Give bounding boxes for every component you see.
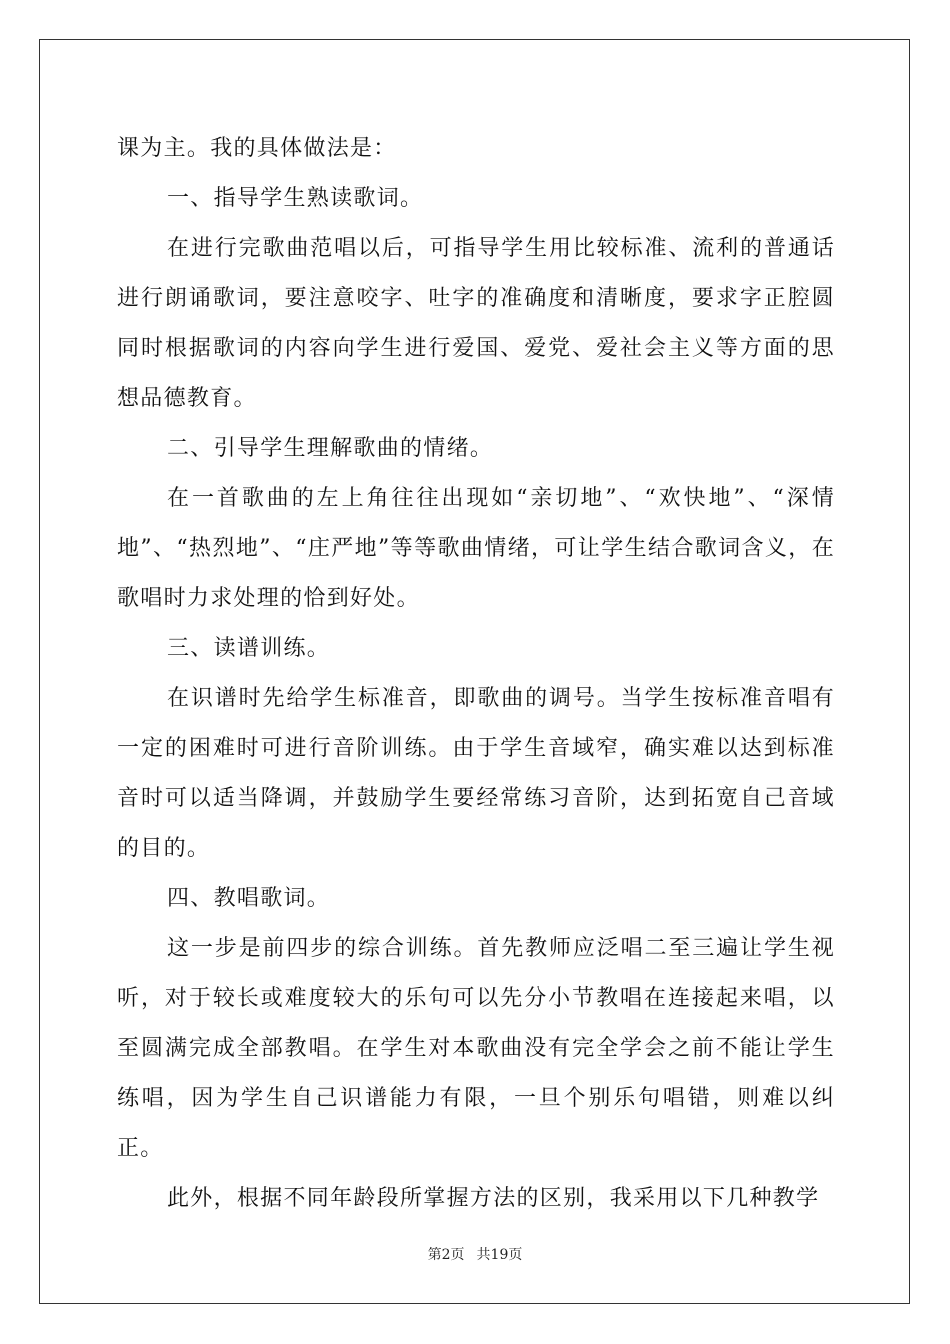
section-heading-4: 四、教唱歌词。 [167, 886, 331, 911]
paragraph-3: 在一首歌曲的左上角往往出现如“亲切地”、“欢快地”、“深情地”、“热烈地”、“庄严地”等等歌曲情绪，可让学生结合歌词含义，在歌唱时力求处理的恰到好处。 [117, 486, 835, 611]
paragraph-5: 这一步是前四步的综合训练。首先教师应泛唱二至三遍让学生视听，对于较长或难度较大的乐句可以先分小节教唱在连接起来唱，以至圆满完成全部教唱。在学生对本歌曲没有完全学会之前不能让学生练唱，因为学生自己识谱能力有限，一旦个别乐句唱错，则难以纠正。 [117, 936, 835, 1161]
paragraph-6: 此外，根据不同年龄段所掌握方法的区别，我采用以下几种教学 [167, 1186, 820, 1211]
page-footer [0, 1245, 950, 1265]
page-number: 第2页 [427, 1247, 465, 1263]
paragraph-1: 课为主。我的具体做法是： [117, 136, 397, 161]
page-total: 共19页 [476, 1247, 523, 1263]
document-body [117, 124, 835, 1224]
section-heading-2: 二、引导学生理解歌曲的情绪。 [167, 436, 494, 461]
paragraph-4: 在识谱时先给学生标准音，即歌曲的调号。当学生按标准音唱有一定的困难时可进行音阶训练。由于学生音域窄，确实难以达到标准音时可以适当降调，并鼓励学生要经常练习音阶，达到拓宽自己音域的目的。 [117, 686, 835, 861]
section-heading-3: 三、读谱训练。 [167, 636, 331, 661]
section-heading-1: 一、指导学生熟读歌词。 [167, 186, 424, 211]
paragraph-2: 在进行完歌曲范唱以后，可指导学生用比较标准、流利的普通话进行朗诵歌词，要注意咬字、吐字的准确度和清晰度，要求字正腔圆同时根据歌词的内容向学生进行爱国、爱党、爱社会主义等方面的思想品德教育。 [117, 236, 835, 411]
